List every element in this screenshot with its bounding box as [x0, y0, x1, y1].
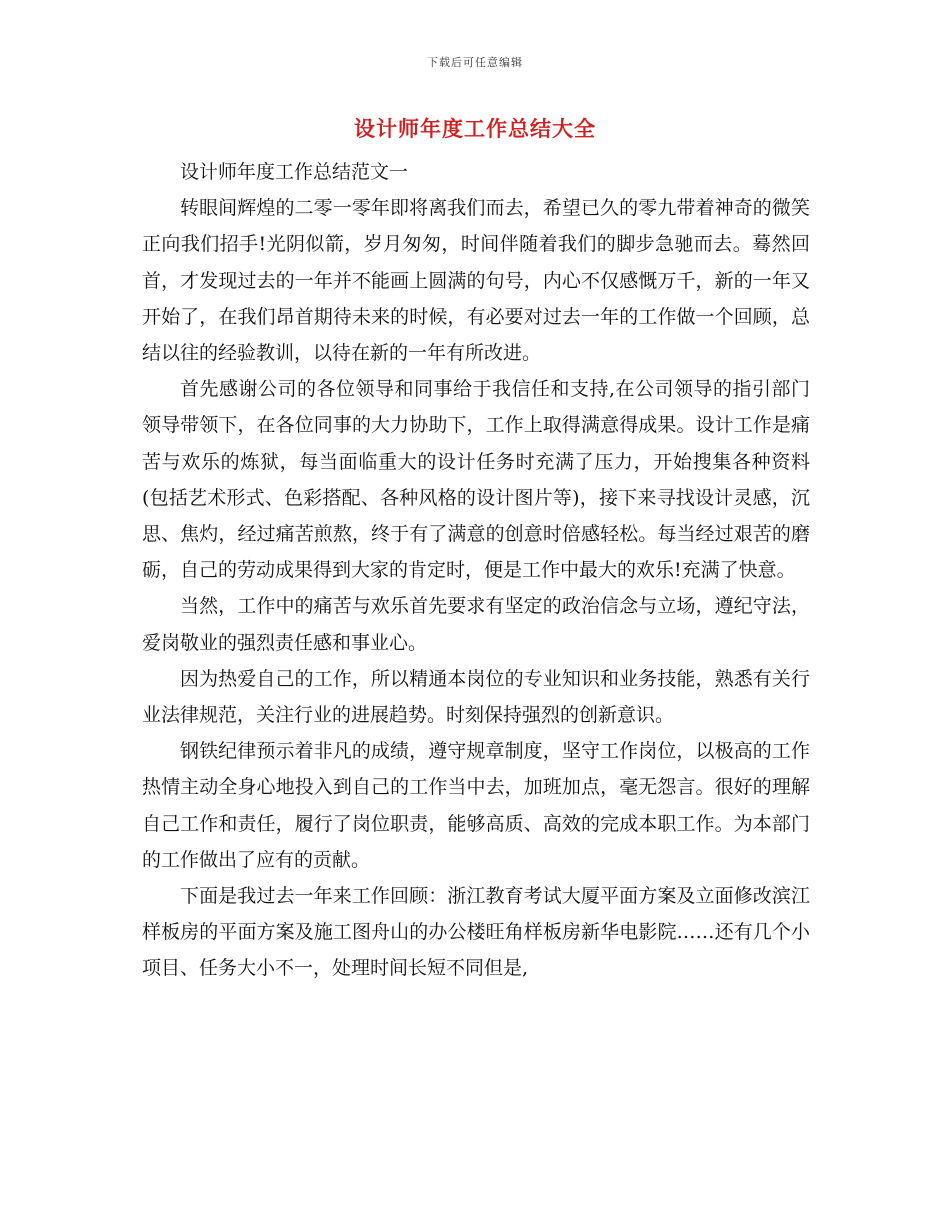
paragraph: 下面是我过去一年来工作回顾：浙江教育考试大厦平面方案及立面修改滨江样板房的平面方案及施工图舟山的办公楼旺角样板房新华电影院……还有几个小项目、任务大小不一，处理时间长短不同但是,	[142, 885, 810, 980]
paragraph: 首先感谢公司的各位领导和同事给于我信任和支持,在公司领导的指引部门领导带领下，在各位同事的大力协助下，工作上取得满意得成果。设计工作是痛苦与欢乐的炼狱，每当面临重大的设计任务时充满了压力，开始搜集各种资料(包括艺术形式、色彩搭配、各种风格的设计图片等)，接下来寻找设计灵感，沉思、焦灼，经过痛苦煎熬，终于有了满意的创意时倍感轻松。每当经过艰苦的磨砺，自己的劳动成果得到大家的肯定时，便是工作中最大的欢乐!充满了快意。	[142, 378, 810, 582]
paragraph: 当然，工作中的痛苦与欢乐首先要求有坚定的政治信念与立场，遵纪守法，爱岗敬业的强烈责任感和事业心。	[142, 595, 810, 654]
paragraph: 钢铁纪律预示着非凡的成绩，遵守规章制度，坚守工作岗位，以极高的工作热情主动全身心地投入到自己的工作当中去，加班加点，毫无怨言。很好的理解自己工作和责任，履行了岗位职责，能够高质、高效的完成本职工作。为本部门的工作做出了应有的贡献。	[142, 740, 810, 871]
document-body	[142, 154, 810, 987]
section-heading: 设计师年度工作总结范文一	[180, 161, 409, 183]
document-title: 设计师年度工作总结大全	[354, 117, 596, 141]
paragraph: 转眼间辉煌的二零一零年即将离我们而去，希望已久的零九带着神奇的微笑正向我们招手!光阴似箭，岁月匆匆，时间伴随着我们的脚步急驰而去。蓦然回首，才发现过去的一年并不能画上圆满的句号，内心不仅感慨万千，新的一年又开始了，在我们昂首期待未来的时候，有必要对过去一年的工作做一个回顾，总结以往的经验教训，以待在新的一年有所改进。	[142, 197, 810, 365]
header-note: 下载后可任意编辑	[427, 56, 523, 69]
paragraph: 因为热爱自己的工作，所以精通本岗位的专业知识和业务技能，熟悉有关行业法律规范，关注行业的进展趋势。时刻保持强烈的创新意识。	[142, 667, 810, 727]
